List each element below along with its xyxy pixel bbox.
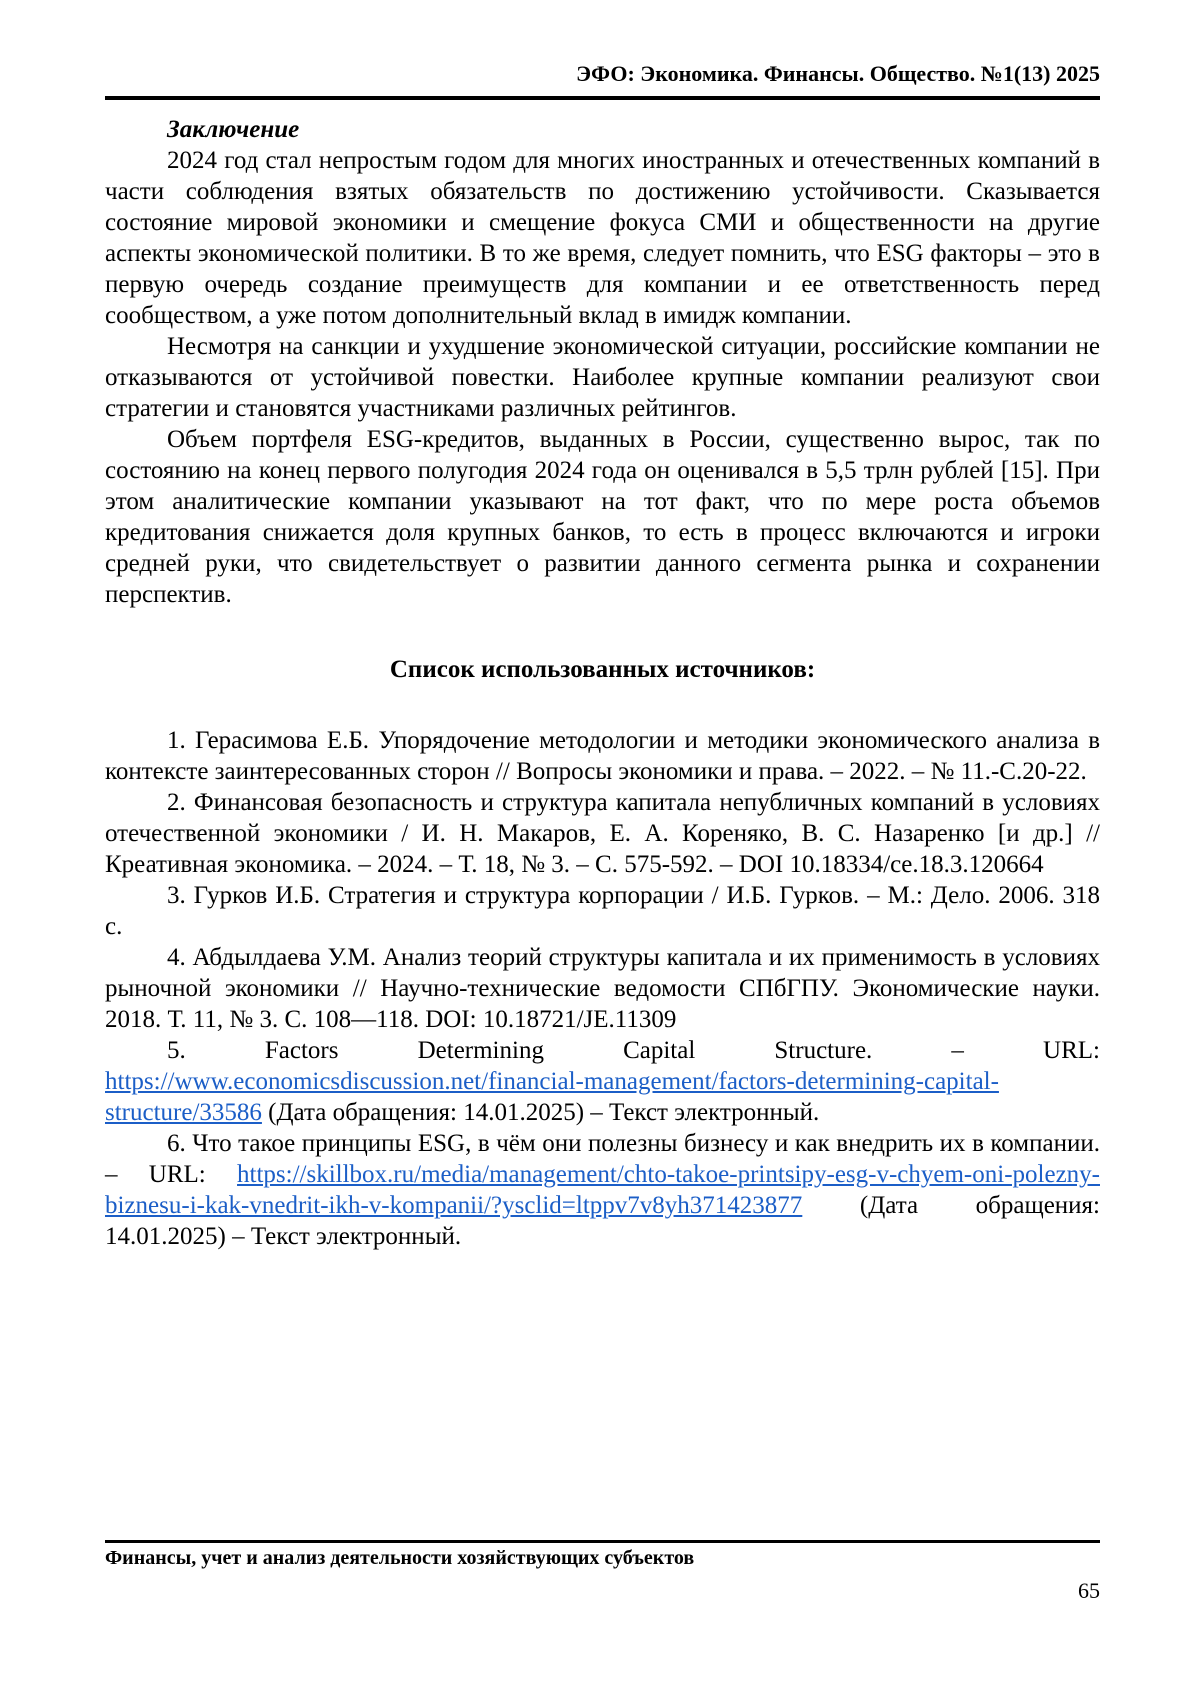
references-heading: Список использованных источников: (389, 656, 816, 683)
reference-item (105, 787, 1100, 880)
header-rule (105, 96, 1100, 100)
reference-text: (Дата обращения: 14.01.2025) – Текст электронный. (261, 1099, 820, 1126)
reference-link[interactable]: https://skillbox.ru/media/management/chto-takoe-printsipy-esg-v-chyem-oni-polezny-biznesu-i-kak-vnedrit-ikh-v-kompanii/?ysclid=ltppv7v8yh371423877 (105, 1161, 1100, 1219)
journal-header-title: ЭФО: Экономика. Финансы. Общество. №1(13) 2025 (576, 61, 1100, 86)
page-footer (105, 1540, 1100, 1604)
conclusion-paragraph: 2024 год стал непростым годом для многих иностранных и отечественных компаний в части соблюдения взятых обязательств по достижению устойчивости. Сказывается состояние мировой экономики и смещение фокуса СМИ и общественности на другие аспекты экономической политики. В то же время, следует помнить, что ESG факторы – это в первую очередь создание преимуществ для компании и ее ответственность перед сообществом, а уже потом дополнительный вклад в имидж компании. (105, 147, 1100, 329)
page-number: 65 (1078, 1578, 1100, 1603)
conclusion-paragraph: Несмотря на санкции и ухудшение экономической ситуации, российские компании не отказываются от устойчивой повестки. Наиболее крупные компании реализуют свои стратегии и становятся участниками различных рейтингов. (105, 333, 1100, 422)
reference-text: 1. Герасимова Е.Б. Упорядочение методологии и методики экономического анализа в контексте заинтересованных сторон // Вопросы экономики и права. – 2022. – № 11.-С.20-22. (105, 727, 1100, 785)
section-title-conclusion: Заключение (167, 116, 300, 143)
conclusion-paragraph: Объем портфеля ESG-кредитов, выданных в России, существенно вырос, так по состоянию на конец первого полугодия 2024 года он оценивался в 5,5 трлн рублей [15]. При этом аналитические компании указывают на тот факт, что по мере роста объемов кредитования снижается доля крупных банков, то есть в процесс включаются и игроки средней руки, что свидетельствует о развитии данного сегмента рынка и сохранении перспектив. (105, 426, 1100, 608)
reference-item (105, 942, 1100, 1035)
reference-link[interactable]: https://www.economicsdiscussion.net/financial-management/factors-determining-capital-structure/33586 (105, 1068, 999, 1126)
reference-item (105, 1128, 1100, 1252)
reference-text: (Дата обращения: 14.01.2025) – Текст электронный. (105, 1192, 1100, 1250)
reference-item (105, 725, 1100, 787)
reference-text: 5. Factors Determining Capital Structure. – URL: (167, 1037, 1100, 1064)
reference-text: 6. Что такое принципы ESG, в чём они полезны бизнесу и как внедрить их в компании. – URL: (105, 1130, 1100, 1188)
reference-item (105, 1035, 1100, 1128)
footer-section-title: Финансы, учет и анализ деятельности хозяйствующих субъектов (105, 1547, 695, 1569)
reference-item (105, 880, 1100, 942)
reference-text: 2. Финансовая безопасность и структура капитала непубличных компаний в условиях отечественной экономики / И. Н. Макаров, Е. А. Кореняко, В. С. Назаренко [и др.] // Креативная экономика. – 2024. – Т. 18, № 3. – С. 575-592. – DOI 10.18334/ce.18.3.120664 (105, 789, 1100, 878)
reference-text: 4. Абдылдаева У.М. Анализ теорий структуры капитала и их применимость в условиях рыночной экономики // Научно-технические ведомости СПбГПУ. Экономические науки. 2018. Т. 11, № 3. С. 108—118. DOI: 10.18721/JE.11309 (105, 944, 1100, 1033)
footer-rule (105, 1540, 1100, 1543)
reference-text: 3. Гурков И.Б. Стратегия и структура корпорации / И.Б. Гурков. – М.: Дело. 2006. 318 с. (105, 882, 1100, 940)
references-list (105, 725, 1100, 1252)
